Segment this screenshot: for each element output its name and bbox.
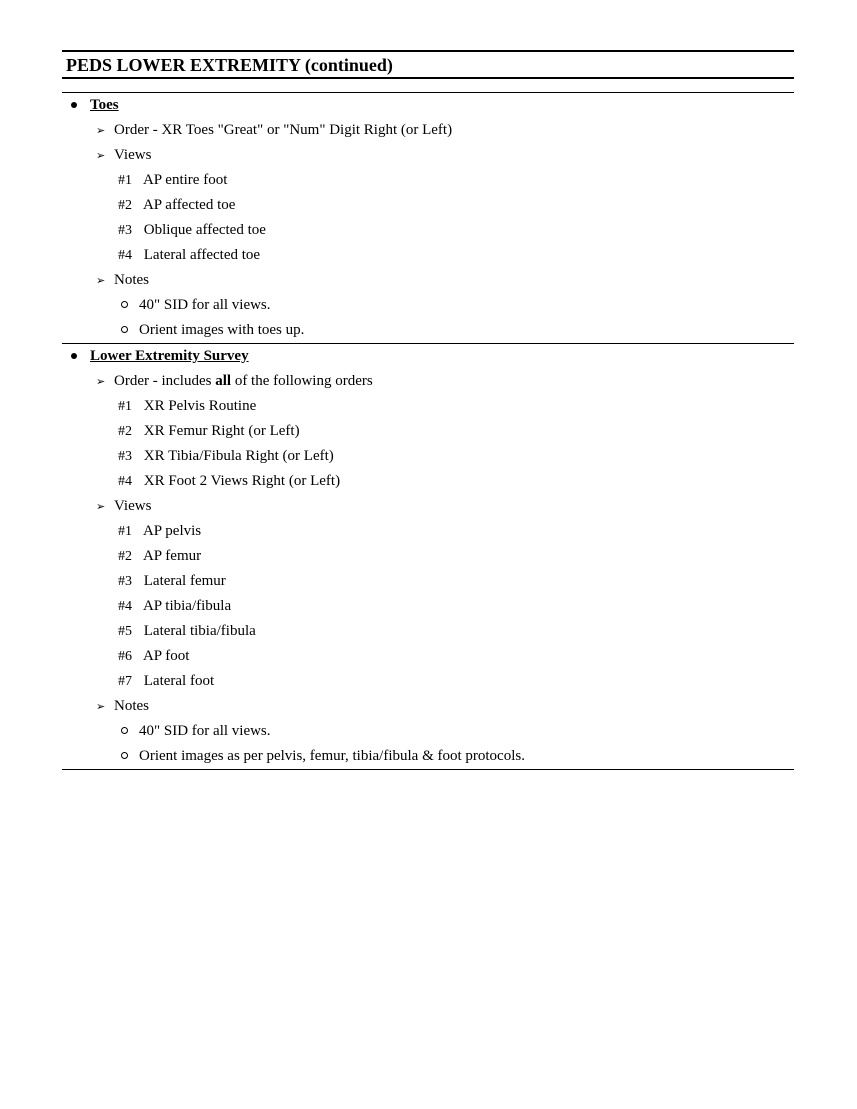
view-item <box>62 594 794 619</box>
arrowhead-bullet-icon: ➢ <box>96 375 106 388</box>
hollow-circle-bullet-icon <box>121 301 128 308</box>
view-item <box>62 544 794 569</box>
filled-circle-bullet-icon <box>71 102 77 108</box>
note-item <box>62 744 794 769</box>
note-text: Orient images with toes up. <box>139 322 305 338</box>
view-number: #5 <box>118 624 132 639</box>
section-heading-text: Lower Extremity Survey <box>90 348 249 364</box>
view-number: #2 <box>118 198 132 213</box>
note-text: 40" SID for all views. <box>139 297 271 313</box>
filled-circle-bullet-icon <box>71 353 77 359</box>
arrowhead-bullet-icon: ➢ <box>96 149 106 162</box>
note-item <box>62 293 794 318</box>
order-emphasis: all <box>215 373 232 389</box>
order-item <box>62 369 794 394</box>
order-prefix: Order - includes <box>114 373 216 389</box>
view-item <box>62 519 794 544</box>
view-text: AP pelvis <box>142 523 202 539</box>
order-list-text: XR Femur Right (or Left) <box>143 423 300 439</box>
view-text: AP tibia/fibula <box>142 598 232 614</box>
view-number: #3 <box>118 574 132 589</box>
view-text: AP affected toe <box>142 197 236 213</box>
views-label: Views <box>114 147 152 163</box>
view-item <box>62 569 794 594</box>
view-number: #3 <box>118 223 132 238</box>
notes-label: Notes <box>114 698 149 714</box>
view-number: #4 <box>118 599 132 614</box>
note-item <box>62 318 794 343</box>
hollow-circle-bullet-icon <box>121 326 128 333</box>
view-number: #7 <box>118 674 132 689</box>
arrowhead-bullet-icon: ➢ <box>96 700 106 713</box>
order-suffix: of the following orders <box>231 373 373 389</box>
arrowhead-bullet-icon: ➢ <box>96 274 106 287</box>
section-heading-toes <box>62 93 794 118</box>
section-bottom-rule <box>62 769 794 770</box>
view-text: Lateral tibia/fibula <box>143 623 256 639</box>
notes-label-item <box>62 694 794 719</box>
view-number: #1 <box>118 173 132 188</box>
order-list-item <box>62 469 794 494</box>
view-item <box>62 193 794 218</box>
views-label-item <box>62 143 794 168</box>
order-number: #4 <box>118 474 132 489</box>
section-lower-extremity-survey <box>62 344 794 769</box>
view-text: Lateral foot <box>143 673 215 689</box>
order-list-text: XR Tibia/Fibula Right (or Left) <box>143 448 334 464</box>
view-number: #4 <box>118 248 132 263</box>
order-list-item <box>62 419 794 444</box>
arrowhead-bullet-icon: ➢ <box>96 124 106 137</box>
view-text: AP foot <box>142 648 190 664</box>
view-number: #1 <box>118 524 132 539</box>
note-item <box>62 719 794 744</box>
view-item <box>62 644 794 669</box>
order-list-text: XR Foot 2 Views Right (or Left) <box>143 473 341 489</box>
view-item <box>62 218 794 243</box>
view-item <box>62 619 794 644</box>
view-text: AP femur <box>142 548 202 564</box>
view-number: #6 <box>118 649 132 664</box>
order-list-item <box>62 444 794 469</box>
order-number: #3 <box>118 449 132 464</box>
document-page <box>62 50 794 770</box>
note-text: 40" SID for all views. <box>139 723 271 739</box>
view-item <box>62 669 794 694</box>
notes-label-item <box>62 268 794 293</box>
section-heading-text: Toes <box>90 97 119 113</box>
page-title: PEDS LOWER EXTREMITY (continued) <box>66 55 393 75</box>
order-list-text: XR Pelvis Routine <box>143 398 257 414</box>
hollow-circle-bullet-icon <box>121 752 128 759</box>
view-text: AP entire foot <box>142 172 228 188</box>
note-text: Orient images as per pelvis, femur, tibia/fibula & foot protocols. <box>139 748 525 764</box>
view-text: Lateral femur <box>143 573 226 589</box>
arrowhead-bullet-icon: ➢ <box>96 500 106 513</box>
view-item <box>62 168 794 193</box>
order-item <box>62 118 794 143</box>
order-number: #2 <box>118 424 132 439</box>
views-label-item <box>62 494 794 519</box>
views-label: Views <box>114 498 152 514</box>
order-text: Order - XR Toes "Great" or "Num" Digit Right (or Left) <box>114 122 453 138</box>
hollow-circle-bullet-icon <box>121 727 128 734</box>
section-heading-survey <box>62 344 794 369</box>
view-text: Lateral affected toe <box>143 247 261 263</box>
order-number: #1 <box>118 399 132 414</box>
order-list-item <box>62 394 794 419</box>
section-toes <box>62 93 794 343</box>
view-number: #2 <box>118 549 132 564</box>
notes-label: Notes <box>114 272 149 288</box>
view-text: Oblique affected toe <box>143 222 266 238</box>
view-item <box>62 243 794 268</box>
